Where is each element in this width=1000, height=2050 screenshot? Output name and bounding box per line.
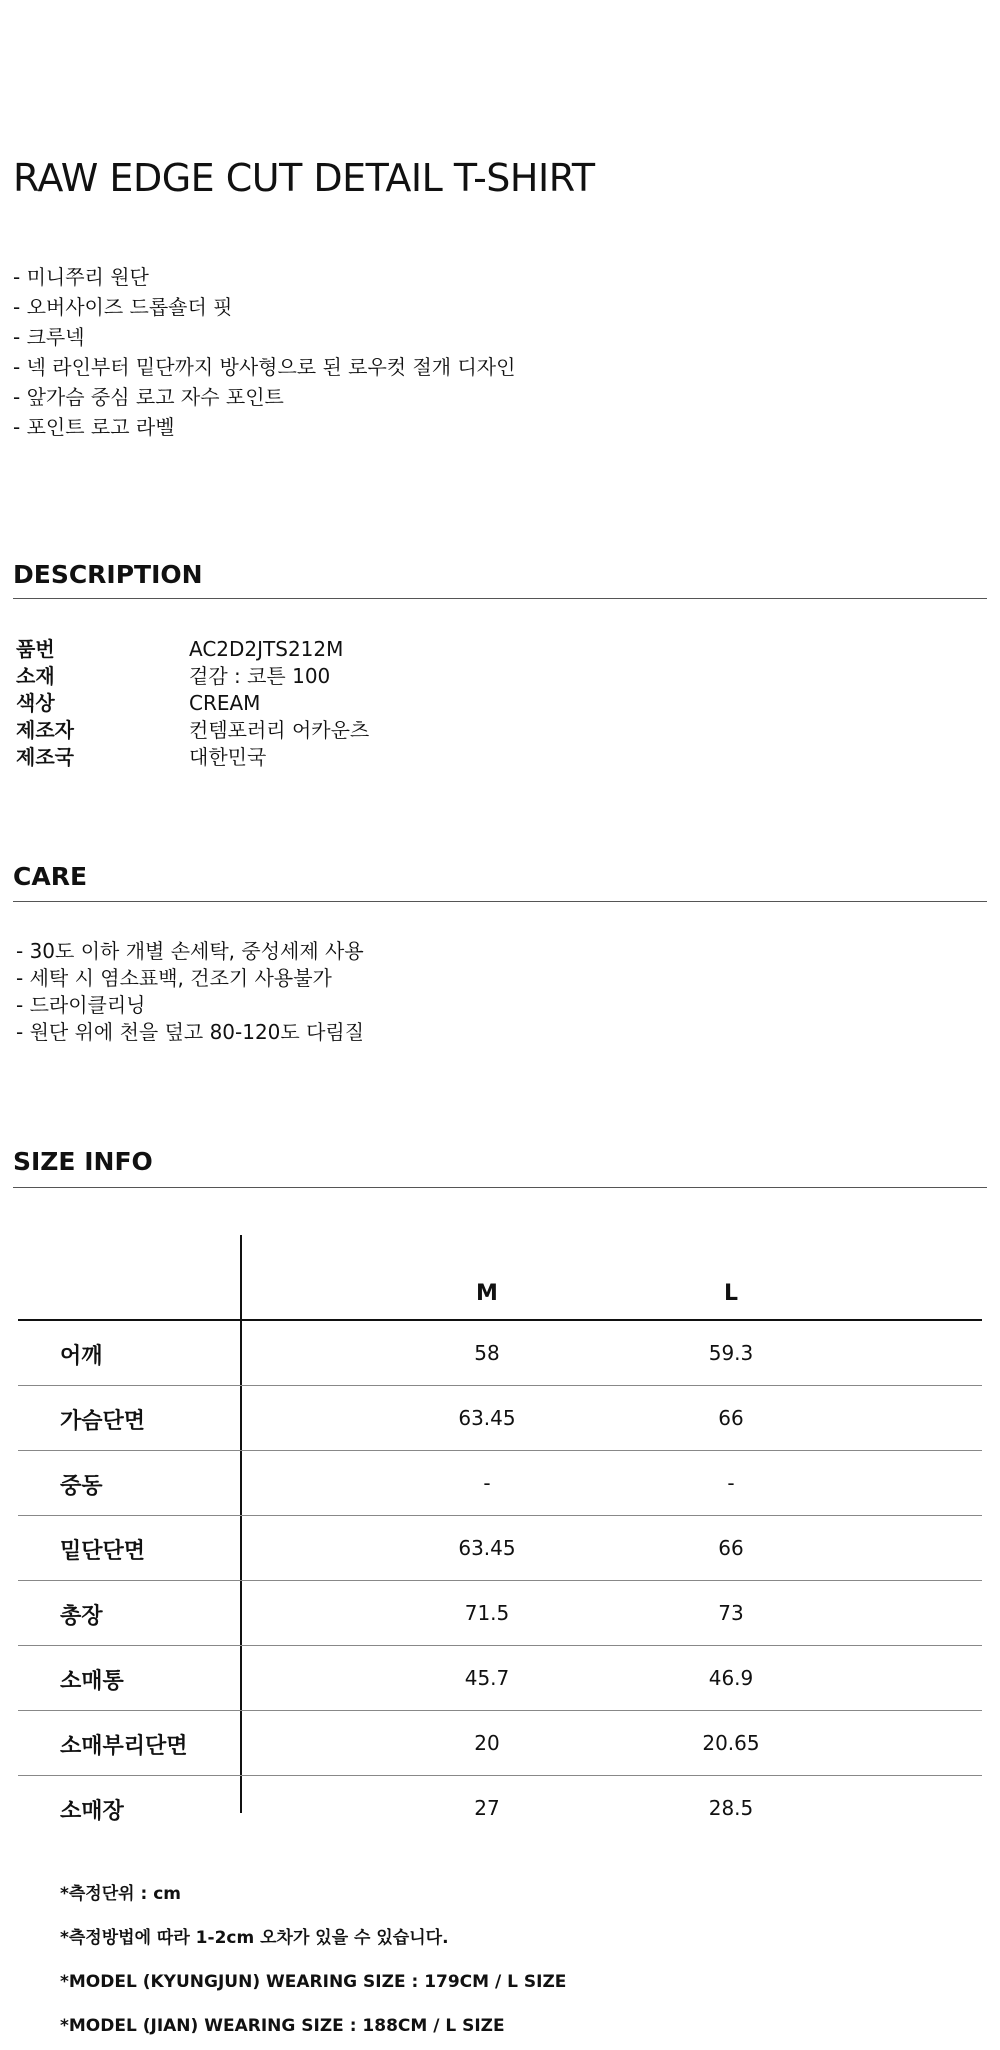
- size-column-l: L: [723, 1281, 739, 1306]
- feature-item: - 미니쭈리 원단: [13, 265, 149, 289]
- table-row: [18, 1321, 982, 1386]
- table-row: [18, 1386, 982, 1451]
- product-title: RAW EDGE CUT DETAIL T-SHIRT: [13, 156, 595, 200]
- measure-label: 중동: [60, 1474, 103, 1499]
- description-value: AC2D2JTS212M: [189, 637, 344, 661]
- measure-value-m: 71.5: [464, 1601, 510, 1625]
- care-heading: CARE: [13, 862, 88, 891]
- description-row: [16, 690, 369, 717]
- measure-label: 어깨: [60, 1344, 103, 1369]
- note-item: *측정방법에 따라 1-2cm 오차가 있을 수 있습니다.: [60, 1928, 449, 1948]
- care-item: - 드라이클리닝: [16, 993, 146, 1017]
- measure-value-l: 73: [718, 1601, 744, 1625]
- size-table-body: [18, 1321, 982, 1840]
- description-label: 제조국: [16, 745, 74, 769]
- size-table-header: [18, 1257, 982, 1321]
- measure-value-m: 58: [474, 1341, 500, 1365]
- care-item: - 세탁 시 염소표백, 건조기 사용불가: [16, 966, 332, 990]
- description-row: [16, 717, 369, 744]
- feature-item: - 크루넥: [13, 325, 85, 349]
- measure-label: 소매장: [60, 1799, 124, 1824]
- note-item: *MODEL (JIAN) WEARING SIZE : 188CM / L SIZE: [60, 2016, 505, 2036]
- measure-value-l: 46.9: [708, 1666, 754, 1690]
- table-row: [18, 1711, 982, 1776]
- measure-value-l: 28.5: [708, 1796, 754, 1820]
- measure-value-m: 20: [474, 1731, 500, 1755]
- care-item: - 30도 이하 개별 손세탁, 중성세제 사용: [16, 939, 364, 963]
- measure-value-m: -: [483, 1471, 491, 1495]
- care-item: - 원단 위에 천을 덮고 80-120도 다림질: [16, 1020, 365, 1044]
- description-label: 색상: [16, 691, 55, 715]
- size-info-divider: [13, 1187, 987, 1188]
- measure-value-l: -: [727, 1471, 735, 1495]
- feature-item: - 앞가슴 중심 로고 자수 포인트: [13, 385, 284, 409]
- feature-list: [13, 262, 515, 442]
- measure-value-m: 27: [474, 1796, 500, 1820]
- size-column-m: M: [476, 1281, 498, 1306]
- table-row: [18, 1776, 982, 1840]
- feature-item: - 넥 라인부터 밑단까지 방사형으로 된 로우컷 절개 디자인: [13, 355, 516, 379]
- measure-label: 소매부리단면: [60, 1734, 188, 1759]
- measure-value-m: 63.45: [458, 1536, 516, 1560]
- note-item: *측정단위 : cm: [60, 1884, 182, 1904]
- description-value: 겉감 : 코튼 100: [189, 664, 331, 688]
- measure-value-m: 63.45: [458, 1406, 516, 1430]
- description-divider: [13, 598, 987, 599]
- description-value: CREAM: [189, 691, 261, 715]
- description-row: [16, 744, 369, 771]
- note-item: *MODEL (KYUNGJUN) WEARING SIZE : 179CM / L SIZE: [60, 1972, 567, 1992]
- measure-label: 가슴단면: [60, 1409, 146, 1434]
- table-row: [18, 1451, 982, 1516]
- care-list: [16, 938, 364, 1046]
- measure-value-l: 59.3: [708, 1341, 754, 1365]
- measure-label: 총장: [60, 1604, 103, 1629]
- table-row: [18, 1646, 982, 1711]
- measure-label: 소매통: [60, 1669, 124, 1694]
- description-value: 컨템포러리 어카운츠: [189, 718, 370, 742]
- measure-value-l: 66: [718, 1536, 744, 1560]
- description-label: 제조자: [16, 718, 74, 742]
- feature-item: - 포인트 로고 라벨: [13, 415, 175, 439]
- measure-value-l: 20.65: [702, 1731, 760, 1755]
- feature-item: - 오버사이즈 드롭숄더 핏: [13, 295, 233, 319]
- description-label: 소재: [16, 664, 55, 688]
- size-notes: [60, 1872, 566, 2048]
- care-divider: [13, 901, 987, 902]
- table-row: [18, 1581, 982, 1646]
- description-heading: DESCRIPTION: [13, 560, 203, 589]
- description-row: [16, 636, 369, 663]
- description-label: 품번: [16, 637, 55, 661]
- size-info-heading: SIZE INFO: [13, 1147, 153, 1176]
- description-row: [16, 663, 369, 690]
- description-value: 대한민국: [189, 745, 267, 769]
- table-row: [18, 1516, 982, 1581]
- measure-value-l: 66: [718, 1406, 744, 1430]
- description-table: [16, 636, 369, 771]
- measure-label: 밑단단면: [60, 1539, 146, 1564]
- measure-value-m: 45.7: [464, 1666, 510, 1690]
- size-table: [18, 1235, 982, 1824]
